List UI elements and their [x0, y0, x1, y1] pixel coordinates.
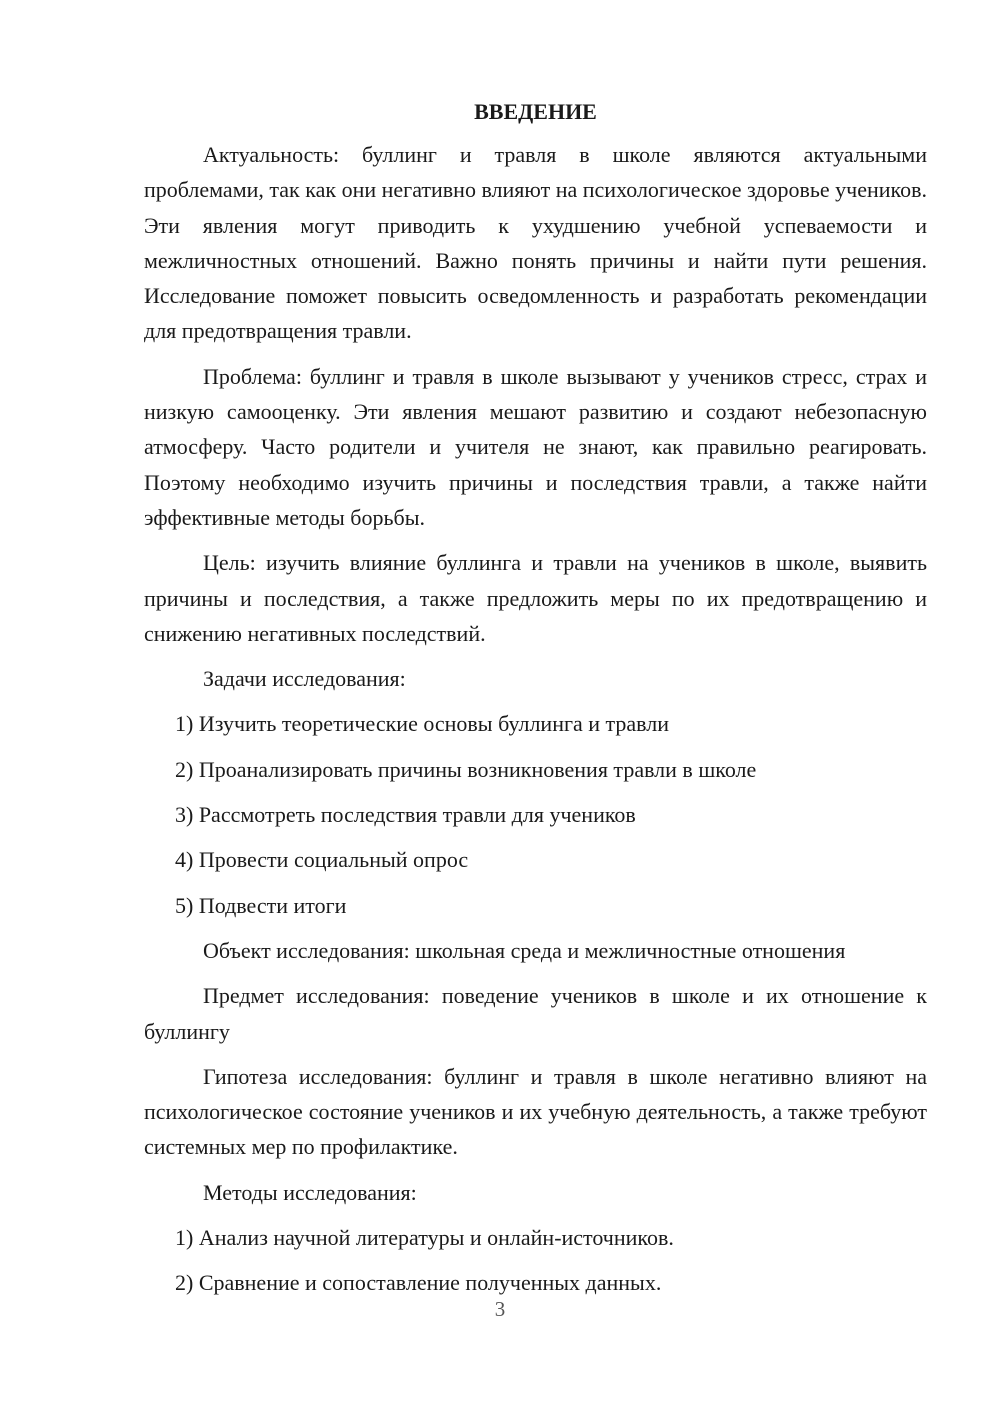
methods-label: Методы исследования:	[203, 1179, 417, 1205]
tasks-list	[144, 706, 927, 922]
page-number: 3	[494, 1297, 506, 1321]
hypothesis-paragraph: Гипотеза исследования: буллинг и травля в школе негативно влияют на психологическое состояние учеников и их учебную деятельность, а также требуют системных мер по профилактике.	[144, 1063, 927, 1160]
task-item: 3) Рассмотреть последствия травли для учеников	[175, 802, 636, 828]
relevance-paragraph: Актуальность: буллинг и травля в школе являются актуальными проблемами, так как они негативно влияют на психологическое здоровье учеников. Эти явления могут приводить к ухудшению учебной успеваемости и межличностных отношений. Важно понять причины и найти пути решения. Исследование поможет повысить осведомленность и разработать рекомендации для предотвращения травли.	[144, 142, 927, 344]
subject-paragraph: Предмет исследования: поведение учеников в школе и их отношение к буллингу	[144, 983, 927, 1044]
problem-paragraph: Проблема: буллинг и травля в школе вызывают у учеников стресс, страх и низкую самооценку. Эти явления мешают развитию и создают небезопасную атмосферу. Часто родители и учителя не знают, как правильно реагировать. Поэтому необходимо изучить причины и последствия травли, а также найти эффективные методы борьбы.	[144, 363, 927, 530]
task-item: 2) Проанализировать причины возникновения травли в школе	[175, 756, 757, 782]
methods-list	[144, 1220, 927, 1301]
task-item: 5) Подвести итоги	[175, 892, 347, 918]
section-heading: ВВЕДЕНИЕ	[474, 99, 597, 124]
goal-paragraph: Цель: изучить влияние буллинга и травли на учеников в школе, выявить причины и последствия, а также предложить меры по их предотвращению и снижению негативных последствий.	[144, 550, 927, 646]
tasks-label: Задачи исследования:	[203, 666, 406, 692]
object-paragraph: Объект исследования: школьная среда и межличностные отношения	[203, 937, 846, 963]
task-item: 4) Провести социальный опрос	[175, 847, 469, 873]
page-content	[144, 96, 927, 1311]
method-item: 1) Анализ научной литературы и онлайн-источников.	[175, 1225, 674, 1251]
method-item: 2) Сравнение и сопоставление полученных данных.	[175, 1270, 662, 1296]
task-item: 1) Изучить теоретические основы буллинга и травли	[175, 711, 670, 737]
